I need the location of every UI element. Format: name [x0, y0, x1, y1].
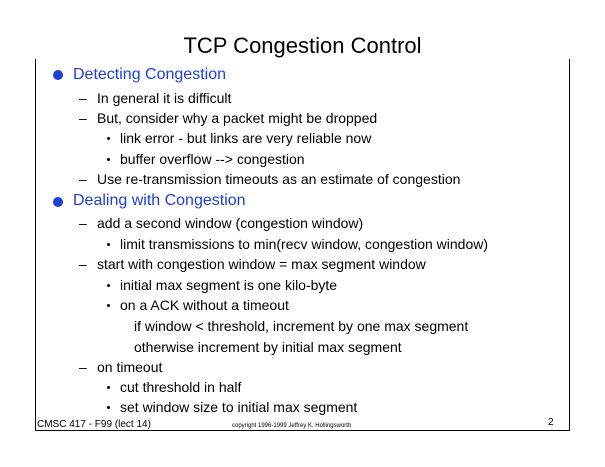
sub-list-item: on a ACK without a timeout	[120, 297, 289, 313]
section-heading: Dealing with Congestion	[73, 192, 246, 209]
sub-list-item: set window size to initial max segment	[120, 399, 358, 415]
bullet-dot-icon	[107, 386, 110, 389]
bullet-dot-icon	[107, 137, 110, 140]
bullet-dot-icon	[107, 284, 110, 287]
slide-title: TCP Congestion Control	[0, 33, 605, 59]
dash-marker: –	[79, 90, 87, 106]
dash-marker: –	[79, 359, 87, 375]
page-number: 2	[548, 417, 554, 428]
footer-copyright: copyright 1996-1999 Jeffrey K. Hollingsworth	[232, 423, 352, 429]
sub-list-item: buffer overflow --> congestion	[120, 151, 305, 167]
bullet-dot-icon	[107, 243, 110, 246]
bullet-dot-icon	[107, 158, 110, 161]
list-item: on timeout	[97, 359, 163, 375]
footer-course: CMSC 417 - F99 (lect 14)	[37, 419, 151, 430]
list-item: Use re-transmission timeouts as an estimate of congestion	[97, 171, 461, 187]
sub-list-item: link error - but links are very reliable now	[120, 130, 372, 146]
section-bullet-icon	[53, 197, 63, 207]
list-item: start with congestion window = max segment window	[97, 256, 426, 272]
dash-marker: –	[79, 171, 87, 187]
list-item: In general it is difficult	[97, 90, 232, 106]
bullet-dot-icon	[107, 406, 110, 409]
list-item: But, consider why a packet might be dropped	[97, 110, 378, 126]
sub-list-item: cut threshold in half	[120, 379, 242, 395]
dash-marker: –	[79, 215, 87, 231]
dash-marker: –	[79, 256, 87, 272]
detail-line: if window < threshold, increment by one max segment	[134, 318, 469, 334]
section-heading: Detecting Congestion	[73, 66, 226, 83]
sub-list-item: limit transmissions to min(recv window, congestion window)	[120, 236, 489, 252]
list-item: add a second window (congestion window)	[97, 215, 364, 231]
bullet-dot-icon	[107, 304, 110, 307]
sub-list-item: initial max segment is one kilo-byte	[120, 277, 338, 293]
section-bullet-icon	[53, 70, 63, 80]
detail-line: otherwise increment by initial max segment	[134, 339, 402, 355]
dash-marker: –	[79, 110, 87, 126]
